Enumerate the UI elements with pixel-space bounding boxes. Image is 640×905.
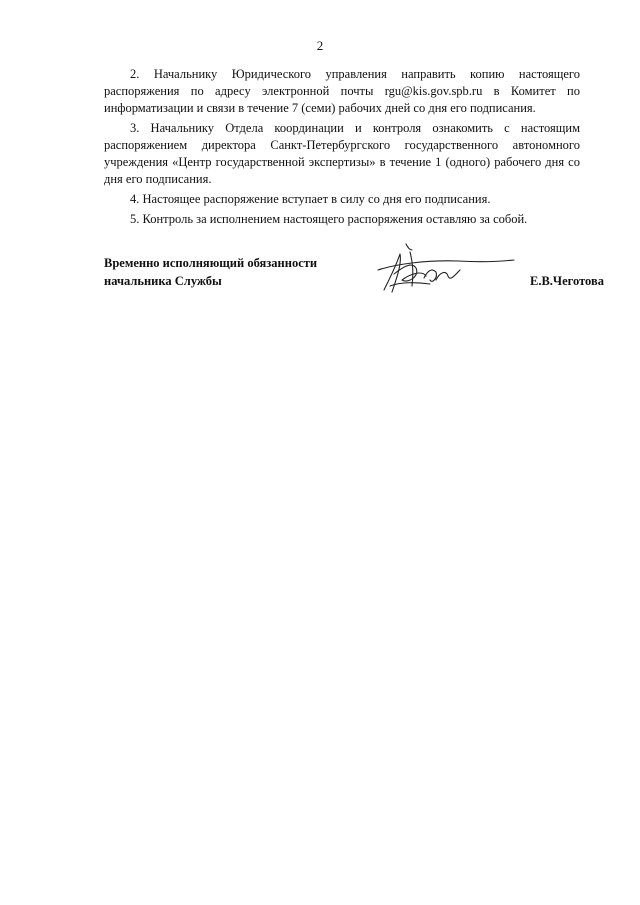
signer-title	[104, 254, 317, 290]
paragraph-3: 3. Начальнику Отдела координации и контроля ознакомить с настоящим распоряжением директора Санкт-Петербургского государственного автономного учреждения «Центр государственной экспертизы» в течение 1 (одного) рабочего дня со дня его подписания.	[104, 121, 580, 186]
page-number: 2	[316, 38, 324, 53]
paragraph-5: 5. Контроль за исполнением настоящего распоряжения оставляю за собой.	[130, 212, 528, 226]
document-body	[104, 66, 580, 228]
signer-title-line-1: Временно исполняющий обязанности	[104, 256, 318, 270]
handwritten-signature	[366, 240, 516, 300]
paragraph-2: 2. Начальнику Юридического управления направить копию настоящего распоряжения по адресу электронной почты rgu@kis.gov.spb.ru в Комитет по информатизации и связи в течение 7 (семи) рабочих дней со дня его подписания.	[104, 67, 580, 115]
signature-block	[104, 254, 604, 304]
paragraph-4: 4. Настоящее распоряжение вступает в силу со дня его подписания.	[130, 192, 491, 206]
signer-title-line-2: начальника Службы	[104, 274, 222, 288]
signer-name: Е.В.Чеготова	[529, 274, 604, 288]
